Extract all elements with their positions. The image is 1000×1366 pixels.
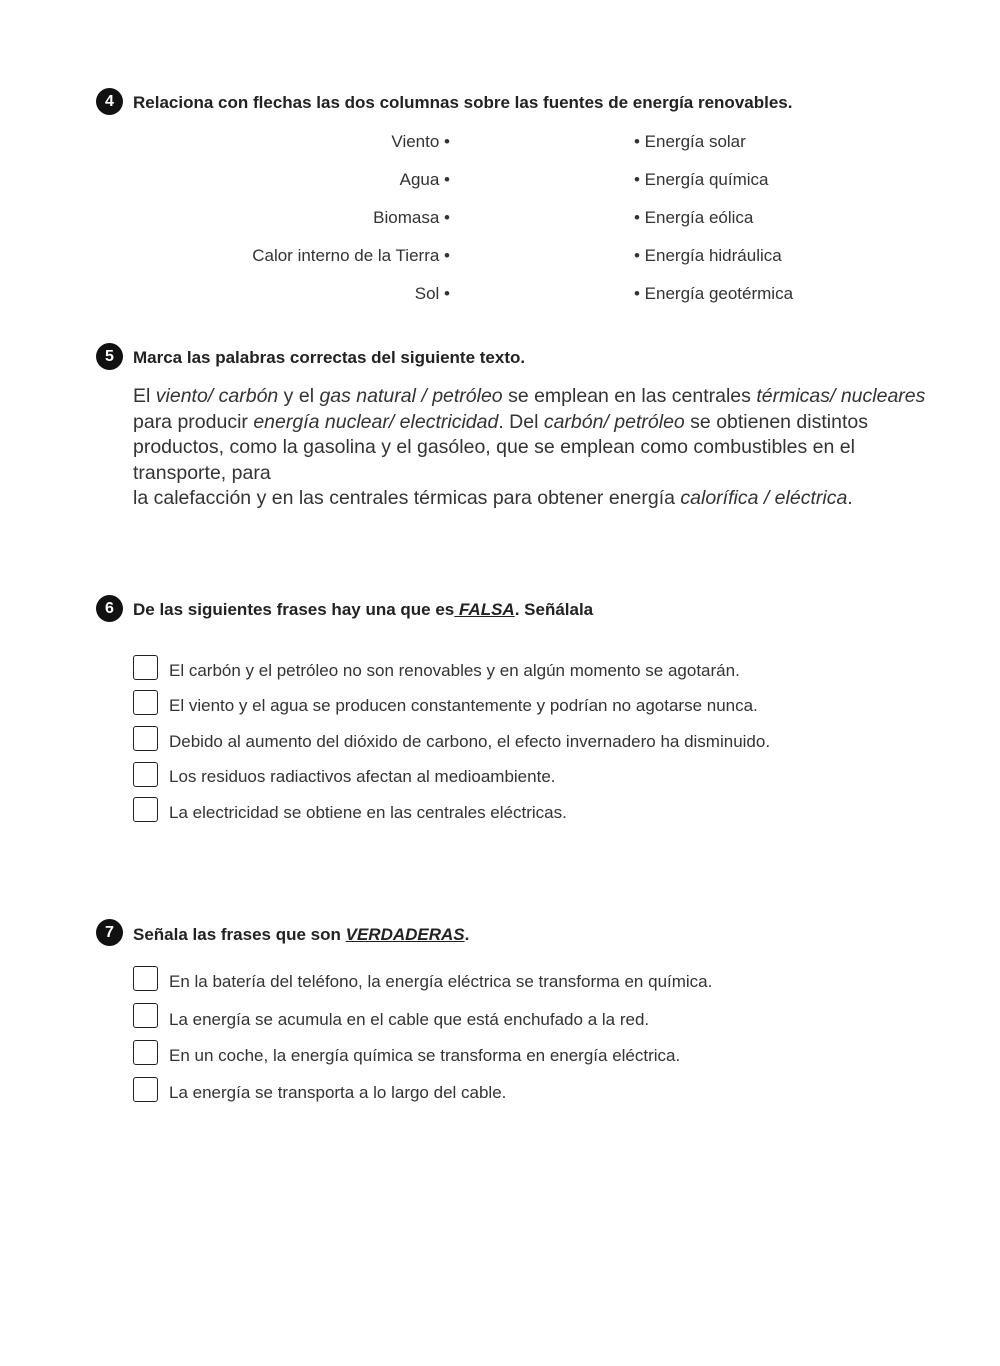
option-label: En la batería del teléfono, la energía eléctrica se transforma en química. — [169, 972, 713, 991]
question-6-number: 6 — [96, 595, 123, 622]
option-label: La electricidad se obtiene en las centrales eléctricas. — [169, 803, 567, 822]
word-choice[interactable]: energía nuclear/ electricidad — [253, 410, 499, 433]
question-7-heading: Señala las frases que son VERDADERAS. — [133, 925, 470, 944]
right-column-item[interactable]: • Energía hidráulica — [634, 246, 782, 265]
left-column-item[interactable]: Calor interno de la Tierra • — [252, 246, 450, 265]
right-column-item[interactable]: • Energía química — [634, 170, 769, 189]
checkbox[interactable] — [133, 762, 158, 787]
checkbox[interactable] — [133, 797, 158, 822]
left-column-item[interactable]: Agua • — [399, 170, 450, 189]
checkbox[interactable] — [133, 726, 158, 751]
question-6-heading: De las siguientes frases hay una que es FALSA. Señálala — [133, 600, 594, 619]
verdaderas-emphasis: VERDADERAS — [345, 925, 465, 944]
falsa-emphasis: FALSA — [454, 600, 515, 619]
option-label: La energía se transporta a lo largo del cable. — [169, 1083, 507, 1102]
question-5-heading: Marca las palabras correctas del siguiente texto. — [133, 348, 526, 367]
question-4-heading: Relaciona con flechas las dos columnas sobre las fuentes de energía renovables. — [133, 93, 793, 112]
right-column-item[interactable]: • Energía eólica — [634, 208, 754, 227]
checkbox[interactable] — [133, 655, 158, 680]
left-column-item[interactable]: Biomasa • — [373, 208, 450, 227]
checkbox[interactable] — [133, 690, 158, 715]
left-column-item[interactable]: Sol • — [414, 284, 450, 303]
word-choice[interactable]: gas natural / petróleo — [319, 385, 503, 407]
right-column-item[interactable]: • Energía geotérmica — [634, 284, 794, 303]
word-choice[interactable]: térmicas/ nucleares — [756, 385, 926, 407]
question-5-number: 5 — [96, 343, 123, 370]
word-choice[interactable]: carbón/ petróleo — [543, 410, 685, 433]
question-5-text: El viento/ carbón y el gas natural / petróleo se emplean en las centrales térmicas/ nucleares para producir energía nuclear/ electricidad. Del carbón/ petróleo se obtienen distintos productos, como la gasolina y el gasóleo, que se emplean como combustibles en el transporte, para la calefacción y en las centrales térmicas para obtener energía calorífica / eléctrica. — [133, 385, 926, 510]
checkbox[interactable] — [133, 1077, 158, 1102]
right-column-item[interactable]: • Energía solar — [634, 132, 746, 151]
option-label: La energía se acumula en el cable que está enchufado a la red. — [169, 1010, 650, 1029]
checkbox[interactable] — [133, 1003, 158, 1028]
word-choice[interactable]: calorífica / eléctrica — [680, 487, 848, 510]
checkbox[interactable] — [133, 1040, 158, 1065]
question-7-number: 7 — [96, 919, 123, 946]
word-choice[interactable]: viento/ carbón — [155, 385, 279, 407]
option-label: Debido al aumento del dióxido de carbono, el efecto invernadero ha disminuido. — [169, 732, 771, 751]
checkbox[interactable] — [133, 966, 158, 991]
question-4-number: 4 — [96, 88, 123, 115]
option-label: El carbón y el petróleo no son renovables y en algún momento se agotarán. — [169, 661, 740, 680]
left-column-item[interactable]: Viento • — [391, 132, 450, 151]
option-label: En un coche, la energía química se transforma en energía eléctrica. — [169, 1046, 681, 1065]
option-label: Los residuos radiactivos afectan al medioambiente. — [169, 767, 556, 786]
option-label: El viento y el agua se producen constantemente y podrían no agotarse nunca. — [169, 696, 758, 715]
